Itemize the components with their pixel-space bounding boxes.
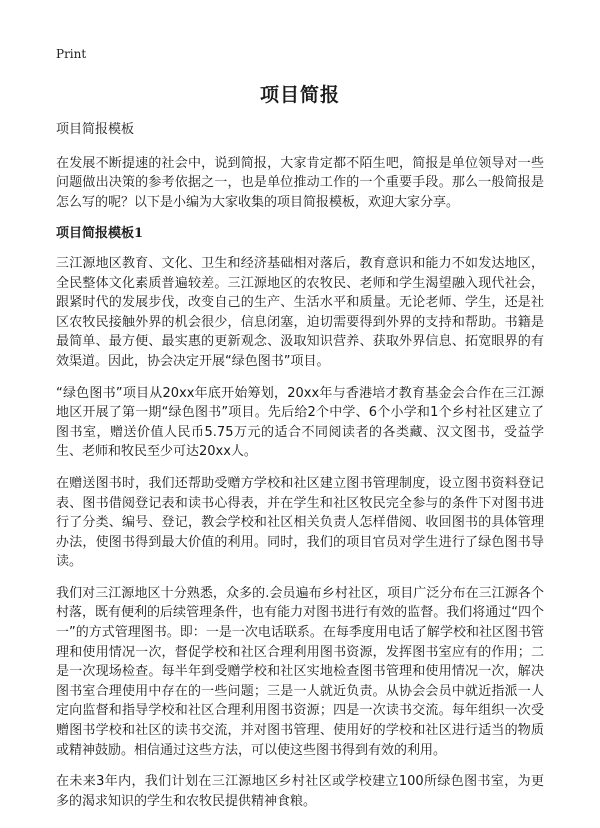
section-heading: 项目简报模板1	[56, 226, 144, 242]
body-paragraph: 在未来3年内，我们计划在三江源地区乡村社区或学校建立100所绿色图书室，为更多的渴求知识的学生和农牧民提供精神食粮。	[56, 774, 544, 809]
intro-paragraph: 在发展不断提速的社会中，说到简报，大家肯定都不陌生吧，简报是单位领导对一些问题做出决策的参考依据之一，也是单位推动工作的一个重要手段。那么一般简报是怎么写的呢？以下是小编为大家收集的项目简报模板，欢迎大家分享。	[56, 155, 544, 210]
body-paragraph: 我们对三江源地区十分熟悉，众多的.会员遍布乡村社区，项目广泛分布在三江源各个村落，既有便利的后续管理条件，也有能力对图书进行有效的监督。我们将通过“四个一”的方式管理图书。即：一是一次电话联系。在每季度用电话了解学校和社区图书管理和使用情况一次，督促学校和社区合理利用图书资源，发挥图书室应有的作用；二是一次现场检查。每半年到受赠学校和社区实地检查图书管理和使用情况一次，解决图书室合理使用中存在的一些问题；三是一人就近负责。从协会会员中就近指派一人定向监督和指导学校和社区合理利用图书资源；四是一次读书交流。每年组织一次受赠图书学校和社区的读书交流，并对图书管理、使用好的学校和社区进行适当的物质或精神鼓励。相信通过这些方法，可以使这些图书得到有效的利用。	[56, 585, 544, 758]
print-link[interactable]: Print	[56, 47, 87, 61]
body-paragraph: 三江源地区教育、文化、卫生和经济基础相对落后，教育意识和能力不如发达地区，全民整体文化素质普遍较差。三江源地区的农牧民、老师和学生渴望融入现代社会，跟紧时代的发展步伐，改变自己的生产、生活水平和质量。无论老师、学生，还是社区农牧民接触外界的机会很少，信息闭塞，迫切需要得到外界的支持和帮助。书籍是最简单、最方便、最实惠的更新观念、汲取知识营养、获取外界信息、拓宽眼界的有效渠道。因此，协会决定开展“绿色图书”项目。	[56, 255, 544, 369]
document-subtitle: 项目简报模板	[56, 122, 135, 137]
body-paragraph: 在赠送图书时，我们还帮助受赠方学校和社区建立图书管理制度，设立图书资料登记表、图书借阅登记表和读书心得表，并在学生和社区牧民完全参与的条件下对图书进行了分类、编号、登记，教会学校和社区相关负责人怎样借阅、收回图书的具体管理办法，使图书得到最大价值的利用。同时，我们的项目官员对学生进行了绿色图书导读。	[56, 475, 544, 570]
document-body	[56, 120, 544, 823]
body-paragraph: “绿色图书”项目从20xx年底开始筹划，20xx年与香港培才教育基金会合作在三江源地区开展了第一期“绿色图书”项目。先后给2个中学、6个小学和1个乡村社区建立了图书室，赠送价值人民币5.75万元的适合不同阅读者的各类藏、汉文图书，受益学生、老师和牧民至少可达20xx人。	[56, 385, 544, 460]
page-title: 项目简报	[259, 84, 340, 106]
